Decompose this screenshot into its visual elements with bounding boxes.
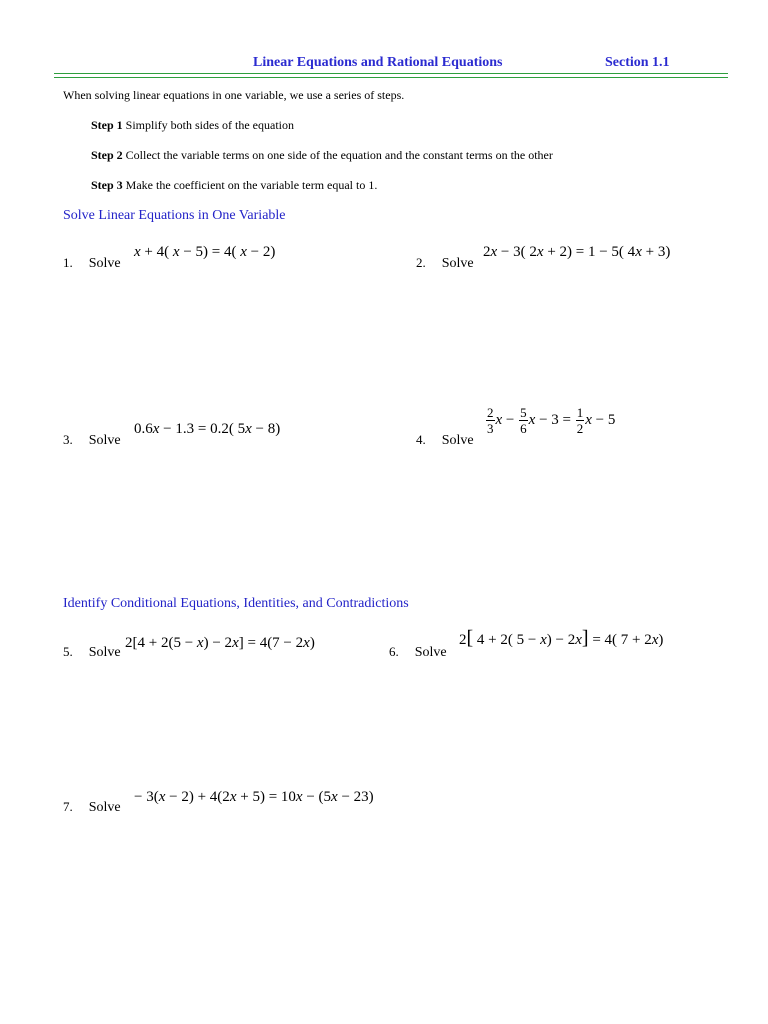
problem-7-equation: − 3(x − 2) + 4(2x + 5) = 10x − (5x − 23) (134, 789, 374, 805)
problem-6-equation: 2[ 4 + 2( 5 − x) − 2x] = 4( 7 + 2x) (459, 627, 664, 649)
step-2-label: Step 2 (91, 148, 123, 162)
header-rule-top (54, 73, 728, 74)
problem-4-equation: $\frac{2}{3}$ x − $\frac{5}{6}$ x − 3 = $\frac{1}{2}$ x − 5 (487, 405, 616, 436)
problem-number: 4. (416, 432, 426, 447)
step-2-text: Collect the variable terms on one side of the equation and the constant terms on the other (125, 148, 553, 162)
section-heading-identities: Identify Conditional Equations, Identities, and Contradictions (63, 596, 409, 611)
problem-4 (416, 431, 474, 449)
section-heading-linear: Solve Linear Equations in One Variable (63, 208, 286, 223)
problem-5 (63, 643, 121, 661)
problem-7 (63, 798, 121, 816)
problem-1 (63, 254, 121, 272)
problem-number: 7. (63, 799, 73, 814)
problem-number: 5. (63, 644, 73, 659)
problem-3 (63, 431, 121, 449)
fraction-2-3: $\frac{2}{3}$ (487, 405, 494, 436)
fraction-1-2: $\frac{1}{2}$ (576, 405, 584, 436)
solve-label: Solve (441, 256, 474, 271)
fraction-5-6: $\frac{5}{6}$ (520, 405, 527, 436)
problem-2 (416, 254, 474, 272)
solve-label: Solve (88, 800, 121, 815)
problem-number: 2. (416, 255, 426, 270)
step-1-label: Step 1 (91, 118, 123, 132)
intro-text: When solving linear equations in one variable, we use a series of steps. (63, 88, 405, 102)
document-title: Linear Equations and Rational Equations (253, 55, 503, 70)
step-3-text: Make the coefficient on the variable term equal to 1. (125, 178, 378, 192)
problem-5-equation: 2[4 + 2(5 − x) − 2x] = 4(7 − 2x) (125, 635, 315, 651)
problem-1-equation: x + 4( x − 5) = 4( x − 2) (134, 244, 276, 260)
problem-2-equation: 2x − 3( 2x + 2) = 1 − 5( 4x + 3) (483, 244, 671, 260)
step-3-label: Step 3 (91, 178, 123, 192)
problem-3-equation: 0.6x − 1.3 = 0.2( 5x − 8) (134, 421, 281, 437)
solve-label: Solve (88, 256, 121, 271)
problem-number: 1. (63, 255, 73, 270)
header-rule-bottom (54, 77, 728, 78)
step-3 (91, 178, 377, 193)
solve-label: Solve (88, 645, 121, 660)
problem-number: 6. (389, 644, 399, 659)
solve-label: Solve (414, 645, 447, 660)
problem-6 (389, 643, 447, 661)
problem-number: 3. (63, 432, 73, 447)
solve-label: Solve (88, 433, 121, 448)
solve-label: Solve (441, 433, 474, 448)
step-2 (91, 148, 553, 163)
section-label: Section 1.1 (605, 55, 670, 70)
step-1 (91, 118, 294, 133)
step-1-text: Simplify both sides of the equation (125, 118, 294, 132)
